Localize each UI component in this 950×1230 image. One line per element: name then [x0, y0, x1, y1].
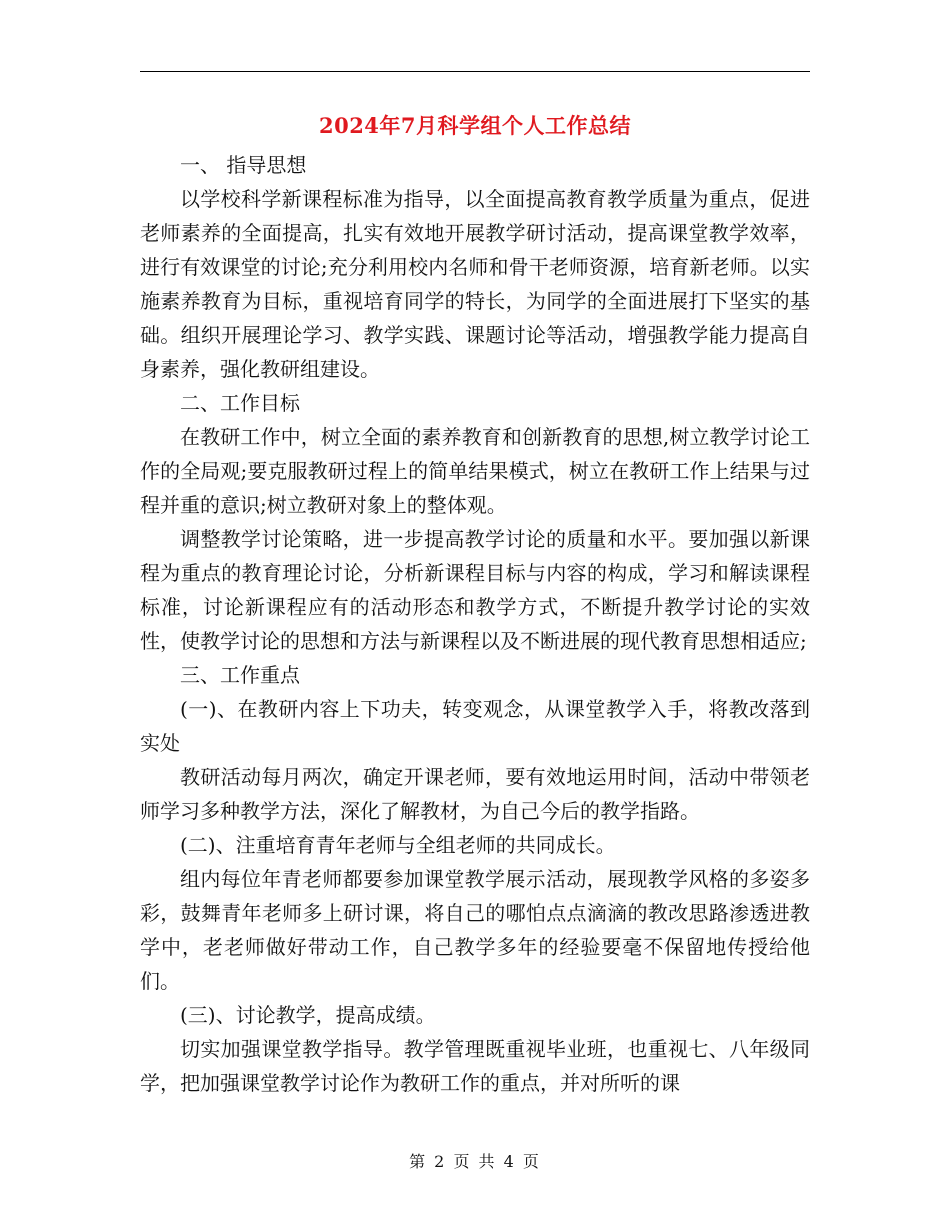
paragraph: 教研活动每月两次，确定开课老师，要有效地运用时间，活动中带领老师学习多种教学方法，深化了解教材，为自己今后的教学指路。	[140, 765, 810, 823]
paragraph: 在教研工作中，树立全面的素养教育和创新教育的思想,树立教学讨论工作的全局观;要克服教研过程上的简单结果模式，树立在教研工作上结果与过程并重的意识;树立教研对象上的整体观。	[140, 425, 810, 517]
paragraph: 组内每位年青老师都要参加课堂教学展示活动，展现教学风格的多姿多彩，鼓舞青年老师多上研讨课，将自己的哪怕点点滴滴的教改思路渗透进教学中，老老师做好带动工作，自己教学多年的经验要毫不保留地传授给他们。	[140, 867, 810, 993]
subheading: (二)、注重培育青年老师与全组老师的共同成长。	[180, 833, 616, 857]
section-heading-work-focus: 三、工作重点	[180, 663, 300, 687]
subheading: (一)、在教研内容上下功夫，转变观念，从课堂教学入手，将教改落到实处	[140, 697, 810, 755]
header-rule	[140, 71, 810, 72]
paragraph: 以学校科学新课程标准为指导，以全面提高教育教学质量为重点，促进老师素养的全面提高，扎实有效地开展教学研讨活动，提高课堂教学效率，进行有效课堂的讨论;充分利用校内名师和骨干老师资源，培育新老师。以实施素养教育为目标，重视培育同学的特长，为同学的全面进展打下坚实的基础。组织开展理论学习、教学实践、课题讨论等活动，增强教学能力提高自身素养，强化教研组建设。	[140, 187, 810, 381]
section-heading-guiding-thought: 一、 指导思想	[180, 153, 307, 177]
section-heading-work-goals: 二、工作目标	[180, 391, 300, 415]
subheading: (三)、讨论教学，提高成绩。	[180, 1003, 436, 1027]
page-number: 第 2 页 共 4 页	[409, 1152, 541, 1171]
document-body	[140, 148, 810, 1100]
document-title: 2024年7月科学组个人工作总结	[318, 113, 632, 138]
paragraph: 切实加强课堂教学指导。教学管理既重视毕业班，也重视七、八年级同学，把加强课堂教学讨论作为教研工作的重点，并对所听的课	[140, 1037, 810, 1095]
paragraph: 调整教学讨论策略，进一步提高教学讨论的质量和水平。要加强以新课程为重点的教育理论讨论，分析新课程目标与内容的构成，学习和解读课程标准，讨论新课程应有的活动形态和教学方式，不断提升教学讨论的实效性，使教学讨论的思想和方法与新课程以及不断进展的现代教育思想相适应;	[140, 527, 810, 653]
